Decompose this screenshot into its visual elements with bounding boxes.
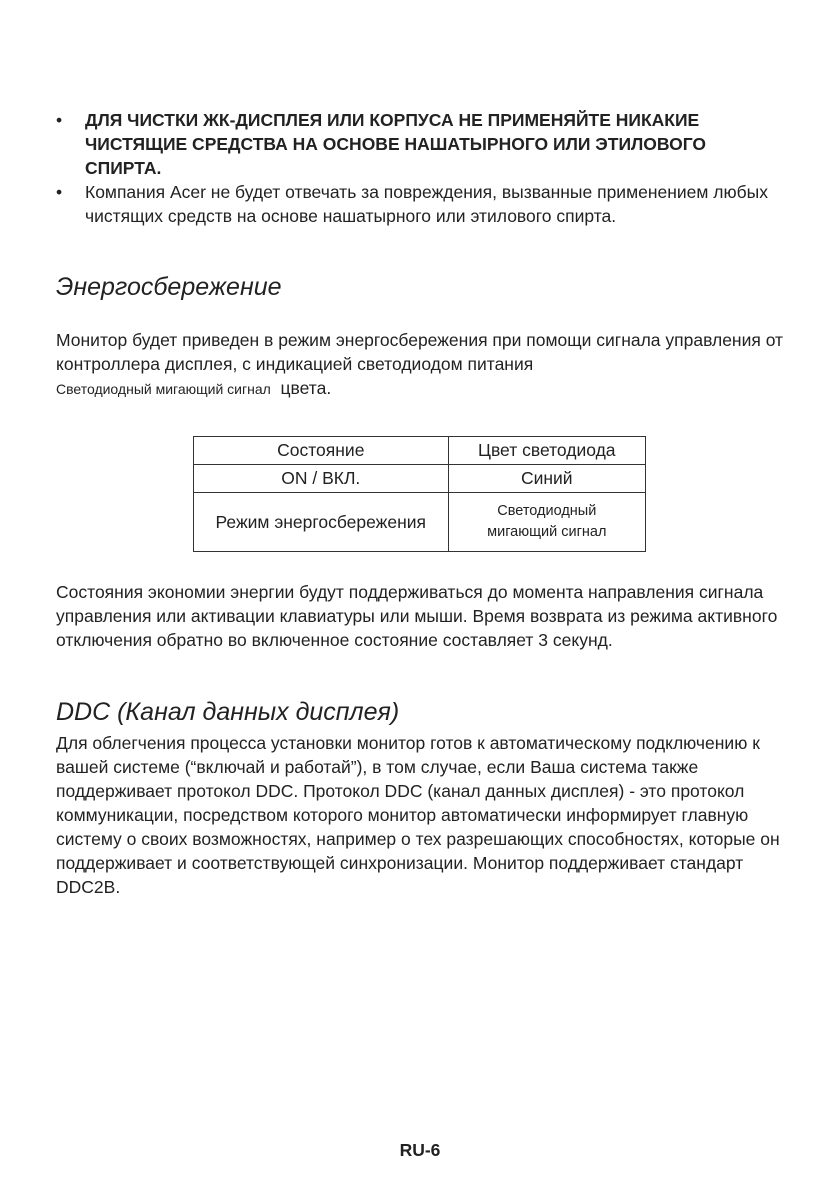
state-on: ON / ВКЛ. (194, 465, 449, 493)
energy-saving-paragraph (56, 328, 796, 401)
table-row (194, 493, 646, 552)
energy-paragraph-main: Монитор будет приведен в режим энергосбережения при помощи сигнала управления от контроллера дисплея, с индикацией светодиодом питания (56, 330, 784, 374)
header-led-color: Цвет светодиода (448, 437, 645, 465)
table-row (194, 465, 646, 493)
bullet-dot-icon: • (56, 182, 63, 202)
warning-bullet-liability (56, 180, 786, 228)
energy-saving-heading: Энергосбережение (56, 273, 282, 301)
page-number: RU-6 (399, 1140, 441, 1160)
color-blinking-line1: Светодиодный (497, 503, 597, 519)
warning-bullet-ammonia (56, 108, 786, 180)
power-states-paragraph: Состояния экономии энергии будут поддерживаться до момента направления сигнала управления или активации клавиатуры или мыши. Время возврата из режима активного отключения обратно во включенное состояние составляет 3 секунд. (56, 582, 778, 650)
header-state: Состояние (194, 437, 449, 465)
ddc-heading: DDC (Канал данных дисплея) (56, 698, 400, 726)
energy-paragraph-end: цвета. (280, 378, 332, 398)
warning-text: ДЛЯ ЧИСТКИ ЖК-ДИСПЛЕЯ ИЛИ КОРПУСА НЕ ПРИМЕНЯЙТЕ НИКАКИЕ ЧИСТЯЩИЕ СРЕДСТВА НА ОСНОВЕ НАШАТЫРНОГО ИЛИ ЭТИЛОВОГО СПИРТА. (85, 110, 707, 178)
liability-text: Компания Acer не будет отвечать за повреждения, вызванные применением любых чистящих средств на основе нашатырного или этилового спирта. (85, 182, 768, 226)
bullet-dot-icon: • (56, 110, 63, 130)
color-blinking-line2: мигающий сигнал (487, 524, 607, 540)
color-blinking (448, 493, 645, 552)
energy-paragraph-small: Светодиодный мигающий сигнал (56, 381, 271, 397)
cleaning-warnings-list (56, 108, 786, 228)
state-power-saving: Режим энергосбережения (194, 493, 449, 552)
table-header-row (194, 437, 646, 465)
color-blue: Синий (448, 465, 645, 493)
ddc-paragraph: Для облегчения процесса установки монитор готов к автоматическому подключению к вашей системе (“включай и работай”), в том случае, если Ваша система также поддерживает протокол DDC. Протокол DDC (канал данных дисплея) - это протокол коммуникации, посредством которого монитор автоматически информирует главную систему о своих возможностях, например о тех разрешающих способностях, которые он поддерживает и соответствующей синхронизации. Монитор поддерживает стандарт DDC2B. (56, 733, 780, 897)
led-state-table (193, 436, 646, 552)
